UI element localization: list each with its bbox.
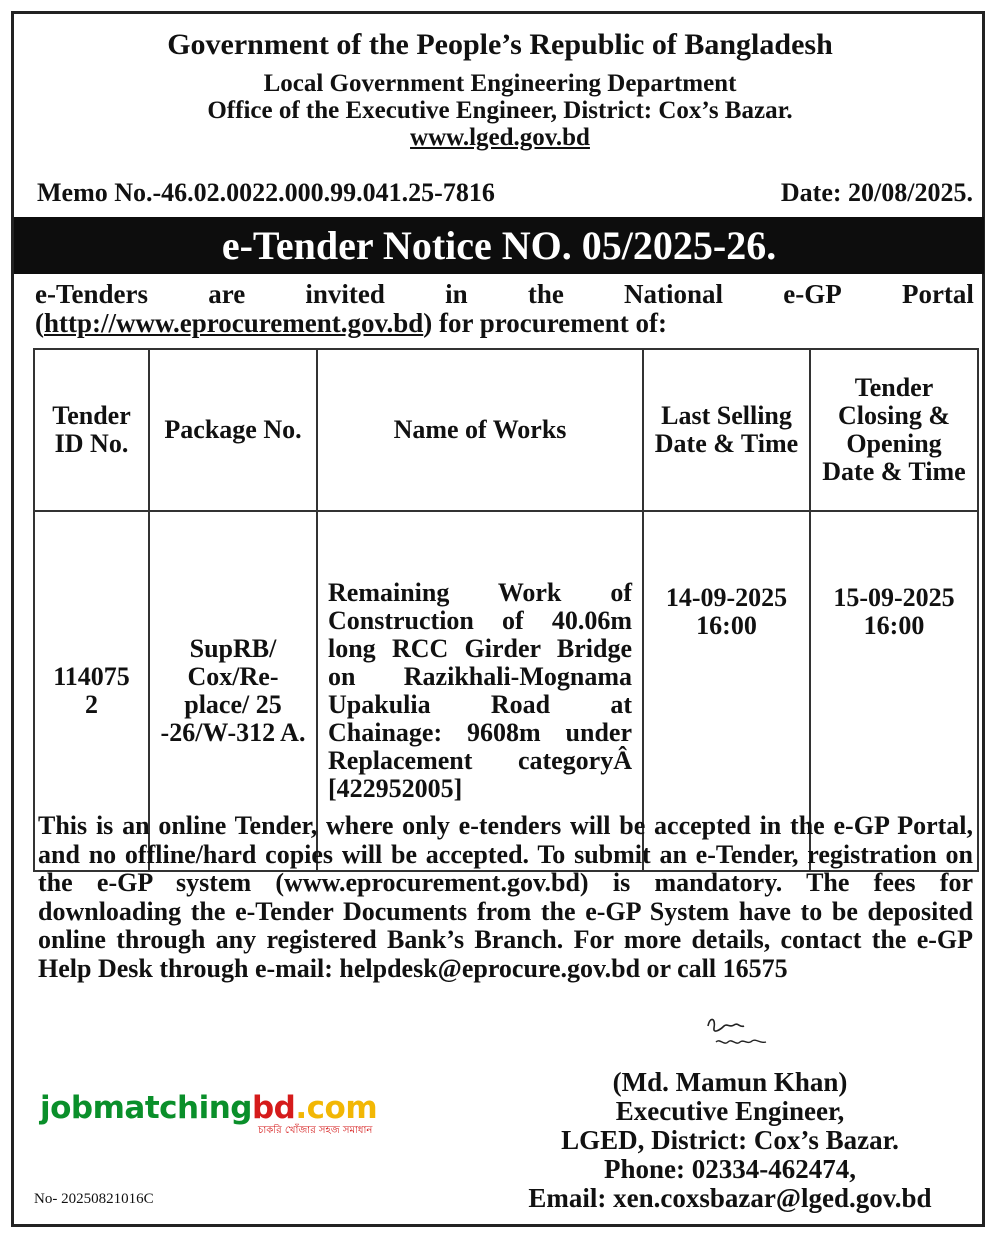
logo-part-2: bd [251, 1090, 296, 1126]
signatory-phone: Phone: 02334-462474, [604, 1154, 856, 1184]
signatory-office: LGED, District: Cox’s Bazar. [561, 1125, 899, 1155]
logo-part-1: jobmatching [40, 1090, 252, 1126]
logo-tagline: চাকরি খোঁজার সহজ সমাধান [258, 1125, 373, 1136]
cell-works: Remaining Work of Construction of 40.06m long RCC Girder Bridge on Razikhali-Mognama Upakulia Road at Chainage: 9608m under Replacement categoryÂ [422952005] [317, 511, 643, 871]
header-package: Package No. [149, 349, 317, 511]
signatory-email: Email: xen.coxsbazar@lged.gov.bd [528, 1183, 932, 1213]
cell-package: SupRB/ Cox/Re-place/ 25 -26/W-312 A. [149, 511, 317, 871]
intro-line-1 [35, 280, 974, 309]
open-paren: ( [35, 308, 44, 338]
header-tender-id: Tender ID No. [34, 349, 149, 511]
jobmatchingbd-logo [40, 1090, 377, 1126]
table-header-row [34, 349, 978, 511]
reference-number: No- 20250821016C [34, 1191, 154, 1207]
signatory-title: Executive Engineer, [615, 1096, 845, 1126]
office-name: Office of the Executive Engineer, District: Cox’s Bazar. [207, 97, 793, 124]
intro-word: invited [305, 279, 385, 309]
intro-word: the [527, 279, 564, 309]
government-title: Government of the People’s Republic of Bangladesh [167, 28, 833, 61]
signatory-name: (Md. Mamun Khan) [612, 1067, 848, 1097]
cell-last-selling: 14-09-2025 16:00 [643, 511, 810, 871]
header-last-selling: Last Selling Date & Time [643, 349, 810, 511]
tender-table [33, 348, 979, 872]
cell-tender-id: 1140752 [34, 511, 149, 871]
header-closing-opening: Tender Closing & Opening Date & Time [810, 349, 978, 511]
memo-number: Memo No.-46.02.0022.000.99.041.25-7816 [37, 178, 495, 207]
intro-text [35, 280, 974, 338]
intro-word: in [445, 279, 468, 309]
intro-line-2 [35, 309, 974, 338]
intro-word: Portal [901, 279, 974, 309]
header-works: Name of Works [317, 349, 643, 511]
notice-title: e-Tender Notice NO. 05/2025-26. [221, 223, 777, 268]
instructions-paragraph: This is an online Tender, where only e-tenders will be accepted in the e-GP Portal, and no offline/hard copies will be accepted. To submit an e-Tender, registration on the e-GP system (www.eprocurement.gov.bd) is mandatory. The fees for downloading the e-Tender Documents from the e-GP System have to be deposited online through any registered Bank’s Branch. For more details, contact the e-GP Help Desk through e-mail: helpdesk@eprocure.gov.bd or call 16575 [38, 811, 973, 983]
logo-part-3: .com [295, 1090, 378, 1126]
website-link[interactable]: www.lged.gov.bd [410, 124, 590, 151]
intro-word: e-GP [783, 279, 842, 309]
signature-block [520, 1068, 940, 1213]
eprocurement-link[interactable]: http://www.eprocurement.gov.bd [44, 308, 424, 338]
intro-rest: ) for procurement of: [423, 308, 667, 338]
intro-word: e-Tenders [35, 279, 148, 309]
intro-word: are [208, 279, 246, 309]
notice-title-bar [14, 217, 984, 274]
department-name: Local Government Engineering Department [263, 70, 737, 97]
handwritten-signature [700, 1012, 780, 1062]
memo-date: Date: 20/08/2025. [780, 178, 973, 207]
cell-closing-opening: 15-09-2025 16:00 [810, 511, 978, 871]
intro-word: National [624, 279, 724, 309]
